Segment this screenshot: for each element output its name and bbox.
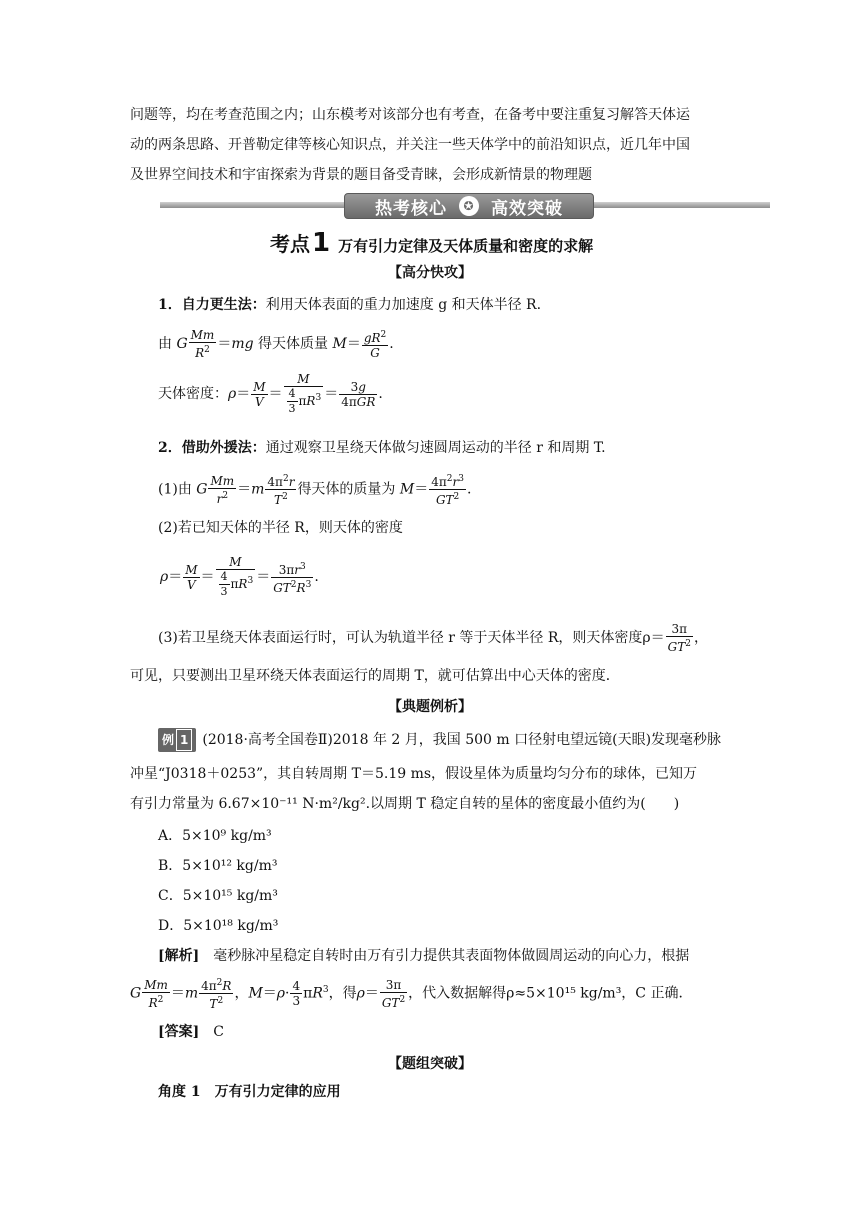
formula-density-orbit: ρ＝ $\frac{M}{V}$ ＝ M $\frac{4}{3}$ $\pi R^3$ ＝ $\frac{3\pi r^3}{GT^2R^3}$ . [160, 555, 319, 598]
section-title-group: 【题组突破】 [388, 1056, 472, 1072]
example-line-2: 冲星“J0318＋0253”，其自转周期 T＝5.19 ms，假设星体为质量均匀分布的球体，已知万 [130, 766, 698, 782]
intro-line-1: 问题等，均在考查范围之内；山东模考对该部分也有考查，在备考中要注重复习解答天体运 [130, 107, 690, 123]
method-2-part-2: (2)若已知天体的半径 R，则天体的密度 [158, 520, 403, 536]
analysis-text-1: 毫秒脉冲星稳定自转时由万有引力提供其表面物体做圆周运动的向心力，根据 [213, 948, 690, 964]
option-a: A．5×10⁹ kg/m³ [158, 828, 272, 844]
example-tag-label: 例 [162, 733, 175, 747]
method-1-text: 利用天体表面的重力加速度 g 和天体半径 R. [265, 297, 542, 313]
method-2-part-3: (3)若卫星绕天体表面运行时，可认为轨道半径 r 等于天体半径 R，则天体密度ρ＝ $\frac{3\pi}{GT^2}$ ， [158, 622, 708, 654]
banner-right-text: 高效突破 [491, 198, 563, 219]
method-2-label: 2．借助外援法： [158, 440, 266, 456]
analysis-formula-line: G $\frac{Mm}{R^2}$ ＝m $\frac{4\pi^2R}{T^2}$ ，M＝ρ· $\frac{4}{3}$ $\pi R^3$，得ρ＝ $\frac{3\pi}{GT^2}$ ，代入数据解得ρ≈5×10¹⁵ kg/m³，C 正确． [130, 977, 693, 1012]
example-line-1 [158, 728, 721, 752]
option-b: B．5×10¹² kg/m³ [158, 858, 278, 874]
option-d: D．5×10¹⁸ kg/m³ [158, 918, 279, 934]
banner-box [344, 193, 594, 219]
intro-line-3: 及世界空间技术和宇宙探索为背景的题目备受青睐，会形成新情景的物理题 [130, 167, 592, 183]
method-2-part-3-text: (3)若卫星绕天体表面运行时，可认为轨道半径 r 等于天体半径 R，则天体密度ρ＝ [158, 630, 665, 646]
banner-left-text: 热考核心 [375, 198, 447, 219]
example-tag [158, 728, 196, 752]
heading-number: 1 [312, 228, 331, 258]
heading-title: 万有引力定律及天体质量和密度的求解 [338, 237, 594, 255]
intro-line-2: 动的两条思路、开普勒定律等核心知识点，并关注一些天体学中的前沿知识点，近几年中国 [130, 137, 690, 153]
example-tag-number: 1 [176, 729, 192, 751]
method-2-conclusion: 可见，只要测出卫星环绕天体表面运行的周期 T，就可估算出中心天体的密度． [130, 668, 620, 684]
method-1-label: 1．自力更生法： [158, 297, 266, 313]
section-banner [160, 193, 770, 217]
formula-density-surface: 天体密度：ρ＝ $\frac{M}{V}$ ＝ M $\frac{4}{3}$ $\pi R^3$ ＝ $\frac{3g}{\text{4πGR}}$ . [158, 372, 383, 415]
analysis-line-1 [158, 946, 689, 966]
section-title-example: 【典题例析】 [388, 699, 472, 715]
example-line-3: 有引力常量为 6.67×10⁻¹¹ N·m²/kg².以周期 T 稳定自转的星体的密度最小值约为( ) [130, 796, 680, 812]
option-c: C．5×10¹⁵ kg/m³ [158, 888, 278, 904]
method-2 [158, 438, 606, 458]
heading-prefix: 考点 [270, 232, 310, 256]
angle-1-heading: 角度 1 万有引力定律的应用 [158, 1084, 341, 1100]
method-1 [158, 295, 541, 315]
section-title-gaofen: 【高分快攻】 [388, 265, 472, 281]
badge-icon: ✪ [459, 196, 479, 216]
example-text-1: (2018·高考全国卷Ⅱ)2018 年 2 月，我国 500 m 口径射电望远镜(天眼)发现毫秒脉 [202, 732, 722, 748]
formula-mass-orbit: (1)由 G $\frac{Mm}{r^2}$ ＝m $\frac{4\pi^2r}{T^2}$ 得天体的质量为 M＝ $\frac{4\pi^2r^3}{GT^2}$ . [158, 473, 472, 507]
answer-line [158, 1022, 224, 1042]
method-2-text: 通过观察卫星绕天体做匀速圆周运动的半径 r 和周期 T. [265, 440, 606, 456]
analysis-label: [解析] [158, 948, 200, 964]
answer-label: [答案] [158, 1024, 200, 1040]
formula-mass-surface: 由 G $\frac{Mm}{R^2}$ ＝mg 得天体质量 M＝ $\frac{gR^2}{G}$ . [158, 328, 394, 360]
answer-value: C [213, 1024, 224, 1040]
topic-heading [270, 228, 593, 258]
analysis-text-2: 代入数据解得ρ≈5×10¹⁵ kg/m³，C 正确． [422, 985, 693, 1002]
